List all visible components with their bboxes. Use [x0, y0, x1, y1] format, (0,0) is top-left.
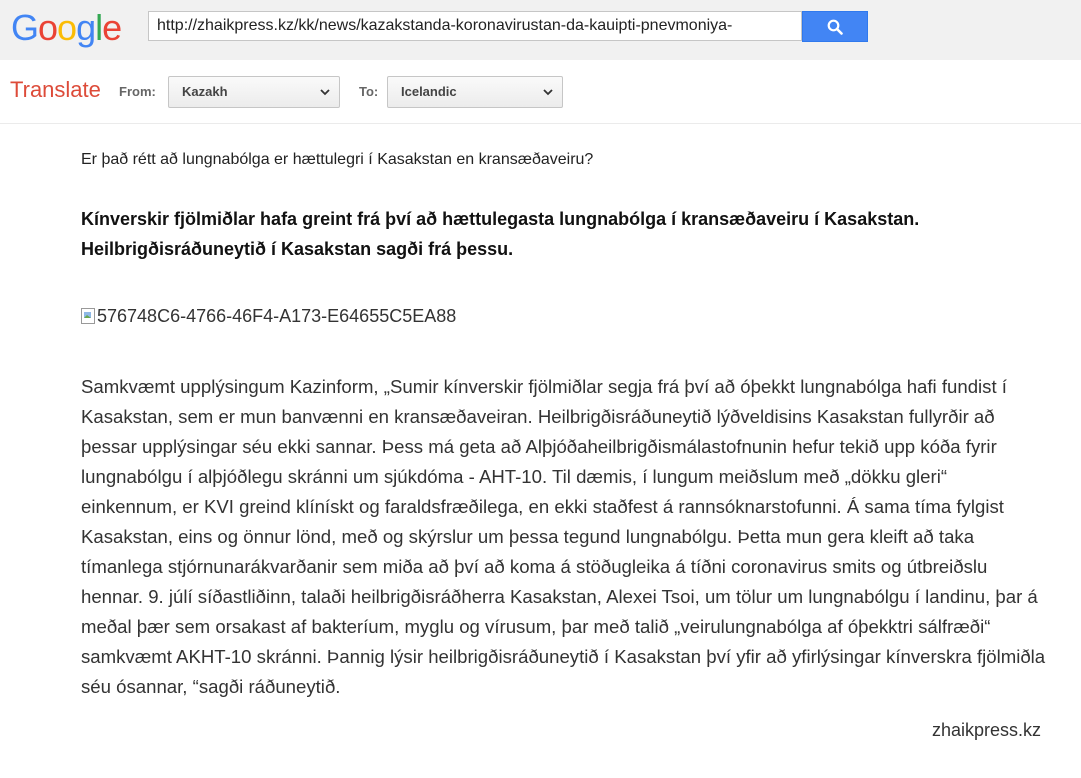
- translate-toolbar: [0, 60, 1081, 124]
- article-lead: Er það rétt að lungnabólga er hættulegri í Kasakstan en kransæðaveiru?: [81, 151, 594, 168]
- article-image: [81, 304, 456, 328]
- chevron-down-icon: [542, 86, 554, 98]
- article-headline: Kínverskir fjölmiðlar hafa greint frá því að hættulegasta lungnabólga í kransæðaveiru í Kasakstan. Heilbrigðisráðuneytið í Kasakstan sagði frá þessu.: [81, 209, 920, 259]
- logo-letter: G: [11, 7, 39, 48]
- logo-letter: o: [38, 7, 58, 48]
- logo-letter: g: [76, 7, 96, 48]
- to-label: To:: [359, 84, 379, 99]
- article-body: Samkvæmt upplýsingum Kazinform, „Sumir kínverskir fjölmiðlar segja frá því að óþekkt lungnabólga hafi fundist í Kasakstan, sem er mun banvænni en kransæðaveiran. Heilbrigðisráðuneytið lýðveldisins Kasakstan fullyrðir að þessar upplýsingar séu ekki sannar. Þess má geta að Alþjóðaheilbrigðismálastofnunin hefur tekið upp kóða fyrir lungnabólgu í alþjóðlegu skránni um sjúkdóma - AHT-10. Til dæmis, í lungum meiðslum með „dökku gleri“ einkennum, er KVI greind klínískt og faraldsfræðilega, en ekki staðfest á rannsóknarstofunni. Á sama tíma fylgist Kasakstan, eins og önnur lönd, með og skýrslur um þessa tegund lungnabólgu. Þetta mun gera kleift að taka tímanlega stjórnunarákvarðanir sem miða að því að koma á stöðugleika á tíðni coronavirus smits og útbreiðslu hennar. 9. júlí síðastliðinn, talaði heilbrigðisráðherra Kasakstan, Alexei Tsoi, um tölur um lungnabólgu í landinu, þar á meðal þær sem orsakast af bakteríum, myglu og vírusum, þar með talið „veirulungnabólga af óþekktri sálfræði“ samkvæmt AKHT-10 skránni. Þannig lýsir heilbrigðisráðuneytið í Kasakstan því yfir að yfirlýsingar kínverskra fjölmiðla séu ósannar, “sagði ráðuneytið.: [81, 376, 1046, 697]
- search-button[interactable]: [802, 11, 868, 42]
- image-alt-text: 576748C6-4766-46F4-A173-E64655C5EA88: [97, 305, 457, 326]
- logo-letter: e: [102, 7, 122, 48]
- chevron-down-icon: [319, 86, 331, 98]
- top-search-bar: [0, 0, 1081, 60]
- google-logo[interactable]: [11, 8, 121, 48]
- broken-image-icon: [81, 308, 95, 324]
- url-input[interactable]: http://zhaikpress.kz/kk/news/kazakstanda-koronavirustan-da-kauipti-pnevmoniya-: [157, 17, 733, 34]
- logo-letter: l: [95, 7, 103, 48]
- from-label: From:: [119, 84, 156, 99]
- translate-title[interactable]: Translate: [10, 77, 101, 102]
- url-field[interactable]: [148, 11, 802, 41]
- logo-letter: o: [57, 7, 77, 48]
- search-icon: [827, 19, 843, 35]
- article-source: zhaikpress.kz: [931, 720, 1041, 740]
- from-language-value: Kazakh: [182, 84, 228, 99]
- to-language-value: Icelandic: [401, 84, 457, 99]
- to-language-select[interactable]: [387, 76, 563, 108]
- from-language-select[interactable]: [168, 76, 340, 108]
